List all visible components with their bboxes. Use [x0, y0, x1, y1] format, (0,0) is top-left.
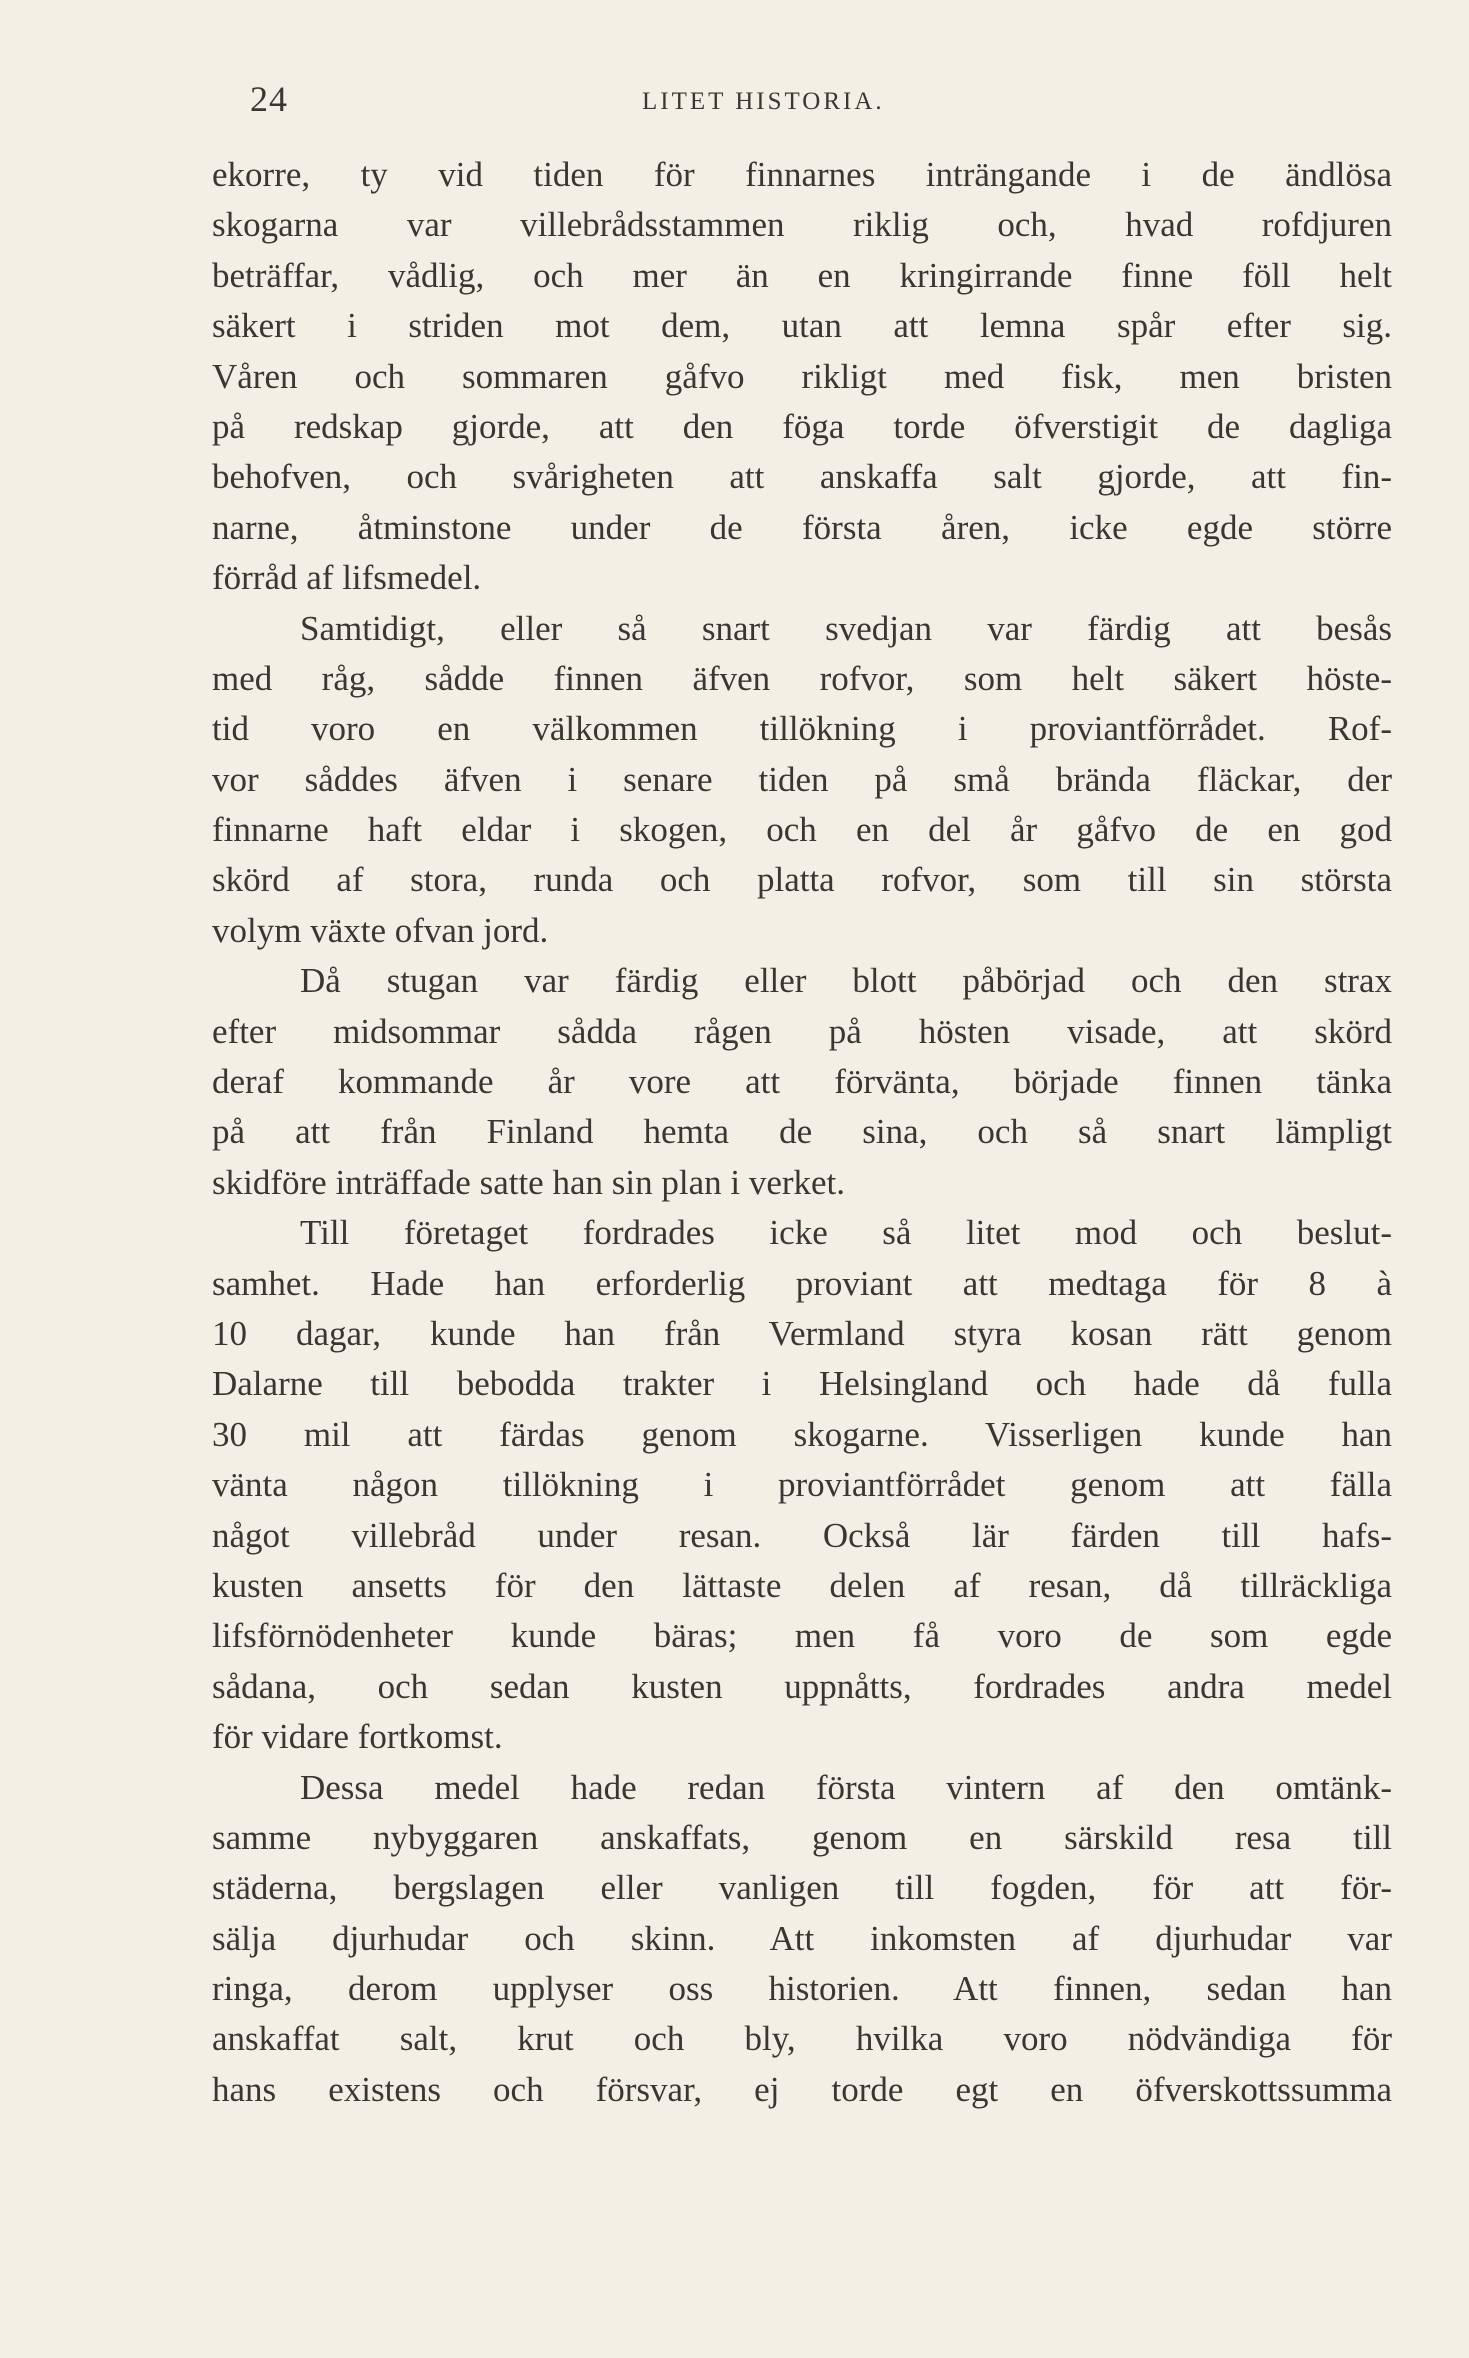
text-line: sådana, och sedan kusten uppnåtts, fordrades andra medel [212, 1666, 1392, 1706]
page-number: 24 [250, 79, 288, 119]
text-line: 30 mil att färdas genom skogarne. Visserligen kunde han [212, 1414, 1392, 1454]
text-line: lifsförnödenheter kunde bäras; men få voro de som egde [212, 1616, 1392, 1656]
text-line: för vidare fortkomst. [212, 1717, 503, 1757]
text-line: med råg, sådde finnen äfven rofvor, som helt säkert höste- [212, 658, 1392, 698]
body-text [212, 150, 1392, 2115]
text-line: tid voro en välkommen tillökning i proviantförrådet. Rof- [212, 709, 1392, 749]
text-line: Dalarne till bebodda trakter i Helsingland och hade då fulla [212, 1364, 1392, 1404]
text-line: ringa, derom upplyser oss historien. Att finnen, sedan han [212, 1969, 1392, 2009]
text-line: förråd af lifsmedel. [212, 558, 482, 598]
text-line: behofven, och svårigheten att anskaffa salt gjorde, att fin- [212, 457, 1392, 497]
text-line: anskaffat salt, krut och bly, hvilka voro nödvändiga för [212, 2019, 1392, 2059]
text-line: narne, åtminstone under de första åren, icke egde större [212, 507, 1392, 547]
text-line: något villebråd under resan. Också lär färden till hafs- [212, 1515, 1392, 1555]
text-line: hans existens och försvar, ej torde egt en öfverskottssumma [212, 2069, 1392, 2109]
text-line: skogarna var villebrådsstammen riklig och, hvad rofdjuren [212, 205, 1392, 245]
text-line: Då stugan var färdig eller blott påbörjad och den strax [300, 961, 1392, 1001]
text-line: städerna, bergslagen eller vanligen till fogden, för att för- [212, 1868, 1392, 1908]
text-line: beträffar, vådlig, och mer än en kringirrande finne föll helt [212, 255, 1392, 295]
text-line: samhet. Hade han erforderlig proviant att medtaga för 8 à [212, 1263, 1392, 1303]
text-line: vor såddes äfven i senare tiden på små brända fläckar, der [212, 759, 1392, 799]
text-line: Dessa medel hade redan första vintern af den omtänk- [300, 1767, 1392, 1807]
text-line: volym växte ofvan jord. [212, 910, 549, 950]
text-line: Till företaget fordrades icke så litet mod och beslut- [300, 1213, 1392, 1253]
text-line: vänta någon tillökning i proviantförrådet genom att fälla [212, 1465, 1392, 1505]
text-line: deraf kommande år vore att förvänta, började finnen tänka [212, 1062, 1392, 1102]
text-line: skörd af stora, runda och platta rofvor, som till sin största [212, 860, 1392, 900]
page-header [250, 78, 1380, 128]
text-line: på att från Finland hemta de sina, och så snart lämpligt [212, 1112, 1392, 1152]
text-line: samme nybyggaren anskaffats, genom en särskild resa till [212, 1817, 1392, 1857]
text-line: sälja djurhudar och skinn. Att inkomsten af djurhudar var [212, 1918, 1392, 1958]
text-line: Våren och sommaren gåfvo rikligt med fisk, men bristen [212, 356, 1392, 396]
text-line: ekorre, ty vid tiden för finnarnes inträngande i de ändlösa [212, 155, 1392, 194]
text-line: finnarne haft eldar i skogen, och en del år gåfvo de en god [212, 810, 1392, 850]
running-title: LITET HISTORIA. [642, 88, 885, 115]
text-line: efter midsommar sådda rågen på hösten visade, att skörd [212, 1011, 1392, 1051]
text-line: skidföre inträffade satte han sin plan i verket. [212, 1162, 846, 1202]
text-line: kusten ansetts för den lättaste delen af resan, då tillräckliga [212, 1565, 1392, 1605]
text-line: på redskap gjorde, att den föga torde öfverstigit de dagliga [212, 406, 1392, 446]
text-line: säkert i striden mot dem, utan att lemna spår efter sig. [212, 306, 1392, 346]
text-line: 10 dagar, kunde han från Vermland styra kosan rätt genom [212, 1313, 1392, 1353]
text-line: Samtidigt, eller så snart svedjan var färdig att besås [300, 608, 1392, 648]
